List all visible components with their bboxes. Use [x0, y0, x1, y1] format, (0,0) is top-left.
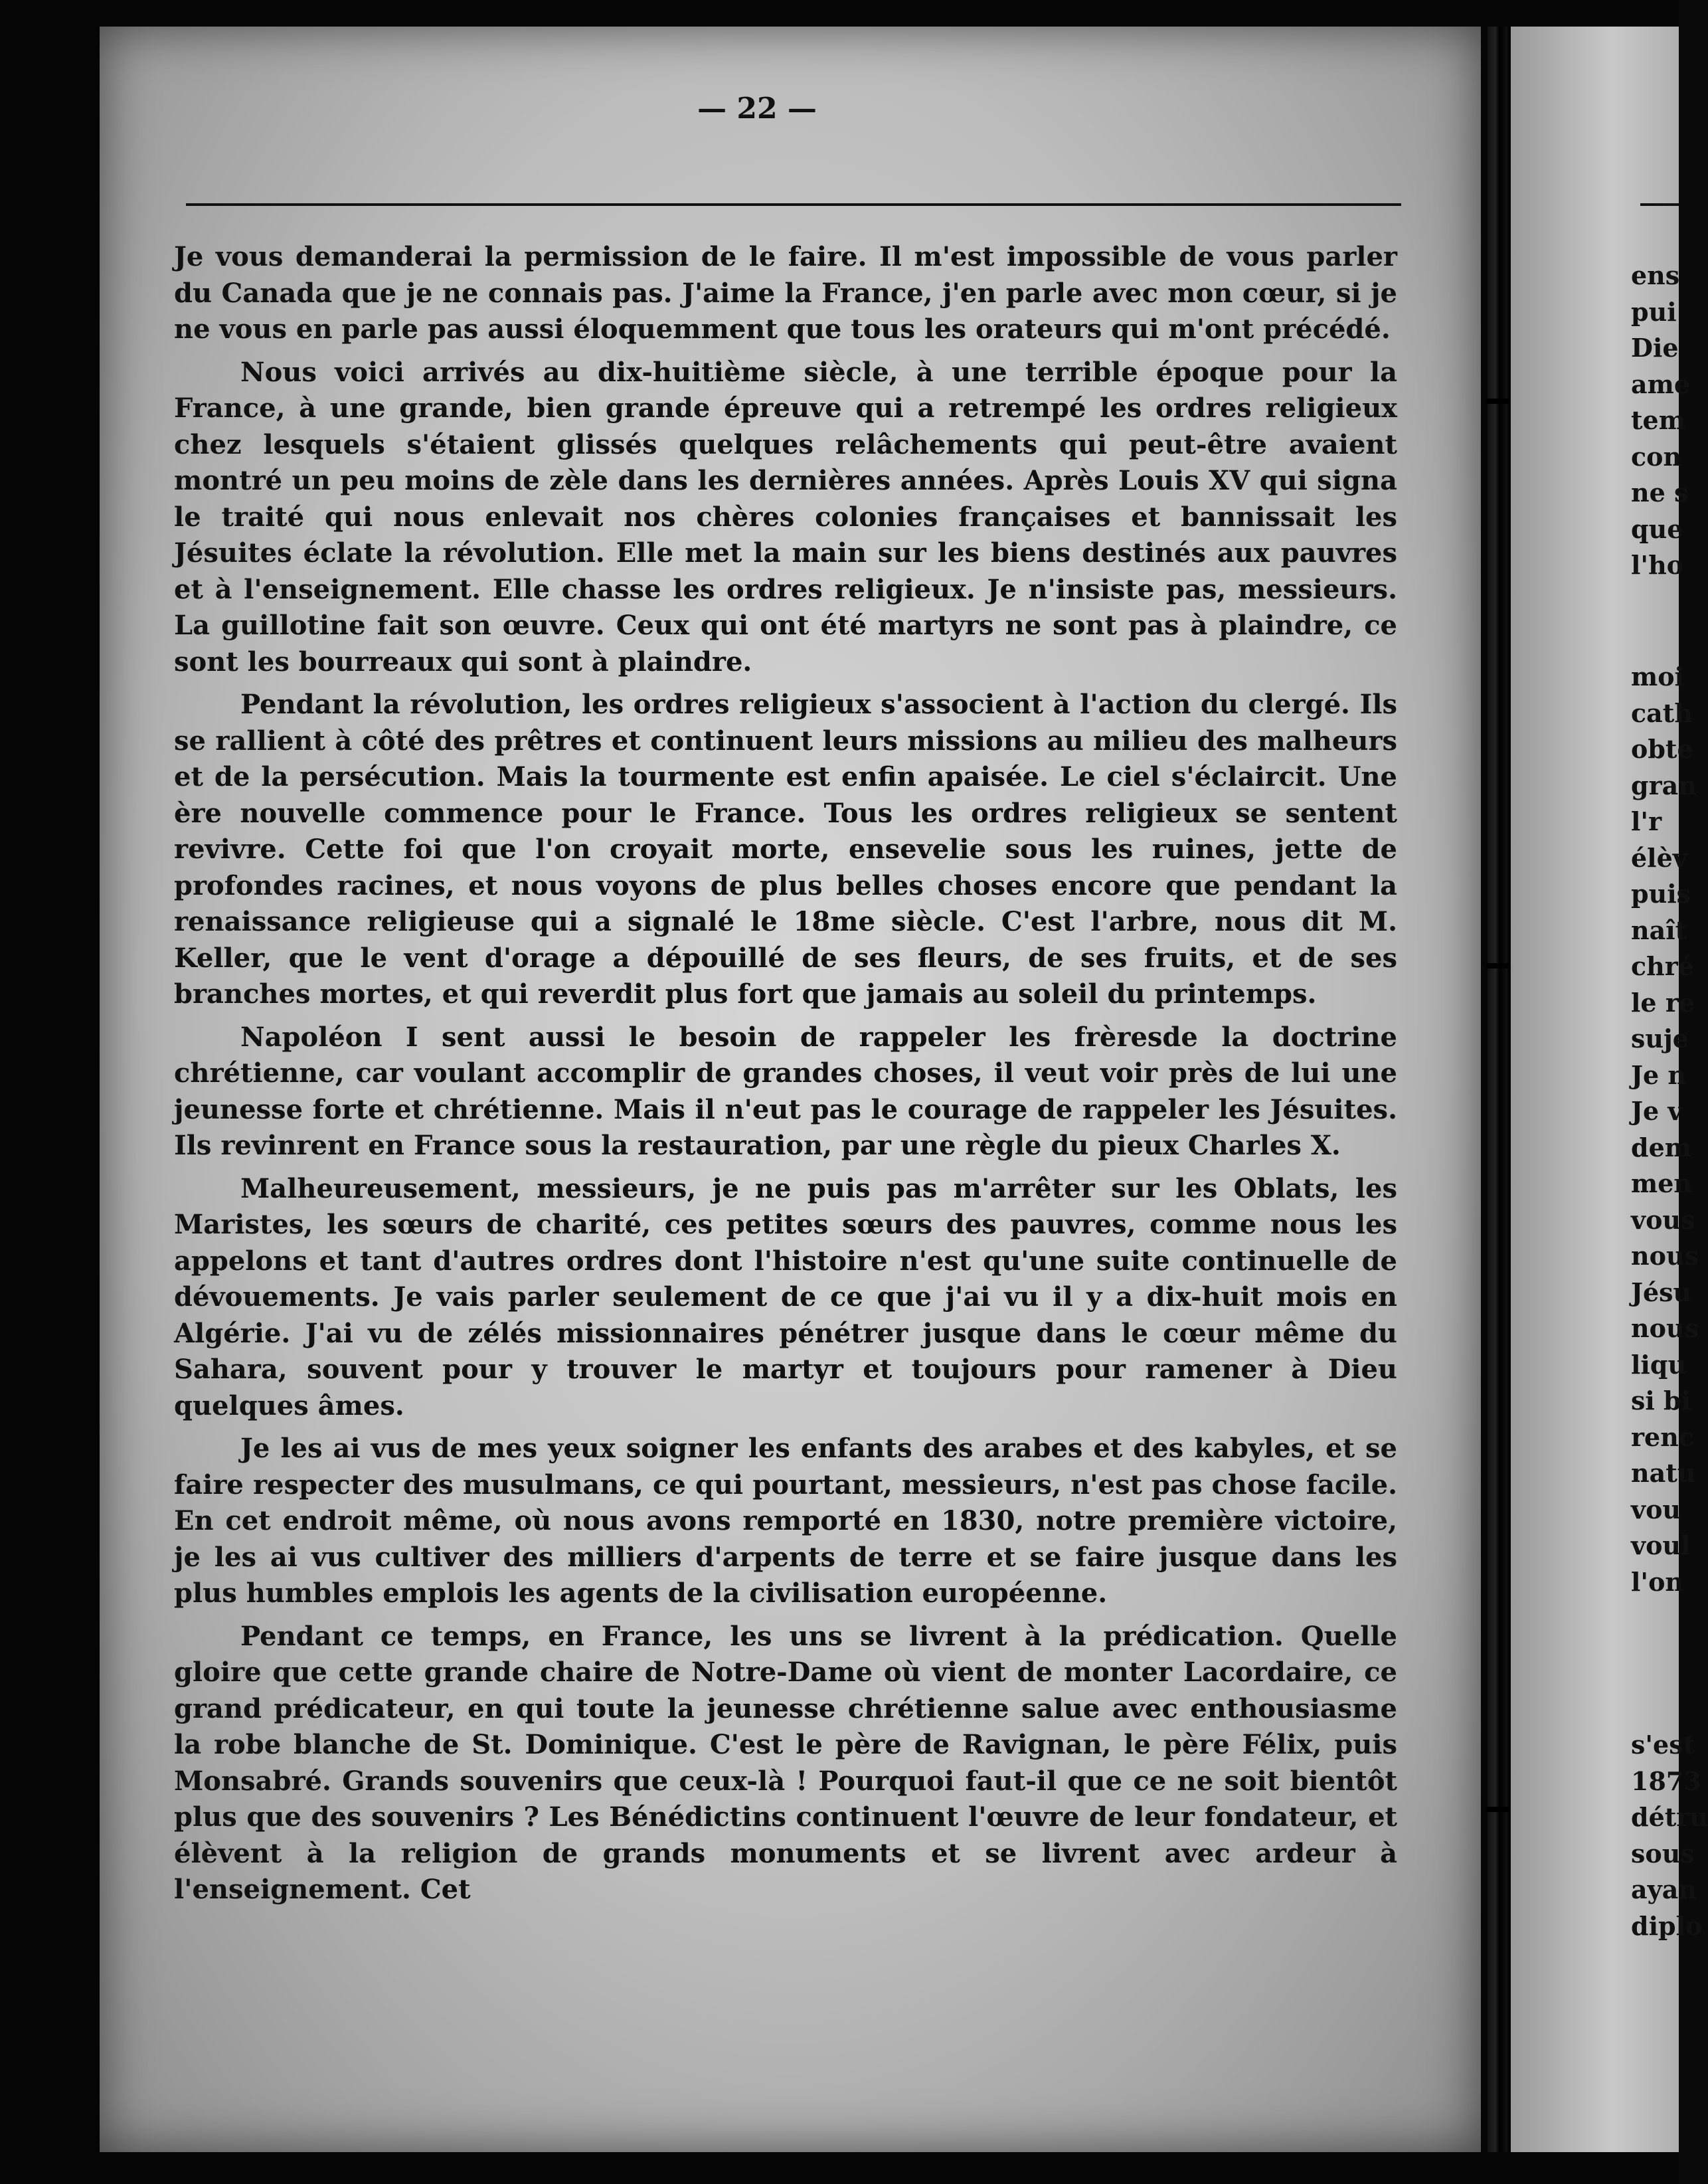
right-page-fragment: chré	[1631, 951, 1694, 981]
right-page-fragment: renc	[1631, 1421, 1694, 1452]
right-page-fragment: suje	[1631, 1024, 1689, 1053]
right-page-fragment: pui	[1631, 296, 1677, 327]
right-page-fragment: voul	[1631, 1530, 1691, 1560]
right-page-fragment: diplo	[1631, 1910, 1703, 1941]
paragraph-2: Nous voici arrivés au dix-huitième siècle, à une terrible époque pour la France, à une grande, bien grande épreuve qui a retrempé les ordres religieux chez lesquels s'étaient glissés quelques relâchements qui peut-être avaient montré un peu moins de zèle dans les dernières années. Après Louis XV qui signa le traité qui nous enlevait nos chères colonies françaises et bannissait les Jésuites éclate la révolution. Elle met la main sur les biens destinés aux pauvres et à l'enseignement. Elle chasse les ordres religieux. Je n'insiste pas, messieurs. La guillotine fait son œuvre. Ceux qui ont été martyrs ne sont pas à plaindre, ce sont les bourreaux qui sont à plaindre.	[174, 356, 1397, 678]
book-gutter	[1488, 27, 1507, 2165]
right-page-fragment: nous	[1631, 1241, 1699, 1271]
scan-bottom-edge	[0, 2152, 1679, 2184]
right-page-fragment: le re	[1631, 987, 1695, 1018]
right-page-fragment: naît	[1631, 915, 1687, 945]
right-page-fragment: puis	[1631, 879, 1691, 909]
right-page-fragment: nous	[1631, 1313, 1699, 1343]
gutter-binding-mark	[1486, 399, 1510, 404]
right-page-fragment: 1873	[1631, 1766, 1701, 1796]
right-page-fragment: s'est	[1631, 1730, 1695, 1760]
gutter-binding-mark	[1486, 1807, 1510, 1812]
right-page-fragment: sous	[1631, 1838, 1695, 1868]
right-page-fragment: tem	[1631, 405, 1685, 435]
right-page-fragment: vous	[1631, 1204, 1695, 1235]
right-page-fragment: détru	[1631, 1802, 1708, 1832]
paragraph-7: Pendant ce temps, en France, les uns se livrent à la prédication. Quelle gloire que cette grande chaire de Notre-Dame où vient de monter Lacordaire, ce grand prédicateur, en qui toute la jeunesse chrétienne salue avec enthousiasme la robe blanche de St. Dominique. C'est le père de Ravignan, le père Félix, puis Monsabré. Grands souvenirs que ceux-là ! Pourquoi faut-il que ce ne soit bientôt plus que des souvenirs ? Les Bénédictins continuent l'œuvre de leur fondateur, et élèvent à la religion de grands monuments et se livrent avec ardeur à l'enseignement. Cet	[174, 1620, 1397, 1905]
paragraph-1: Je vous demanderai la permission de le faire. Il m'est impossible de vous parler du Canada que je ne connais pas. J'aime la France, j'en parle avec mon cœur, si je ne vous en parle pas aussi éloquemment que tous les orateurs qui m'ont précédé.	[174, 241, 1397, 345]
paragraph-4: Napoléon I sent aussi le besoin de rappeler les frèresde la doctrine chrétienne, car voulant accomplir de grandes choses, il veut voir près de lui une jeunesse forte et chrétienne. Mais il n'eut pas le courage de rappeler les Jésuites. Ils revinrent en France sous la restauration, par une règle du pieux Charles X.	[174, 1021, 1397, 1161]
right-page-fragment: si bi	[1631, 1386, 1691, 1415]
right-page-fragment: gran	[1631, 770, 1697, 800]
right-page-fragment: Jésu	[1631, 1277, 1692, 1307]
right-page-fragment: moi	[1631, 662, 1684, 691]
right-page-fragment: natu	[1631, 1458, 1696, 1488]
right-page-fragment: l'ho	[1631, 550, 1684, 580]
right-header-rule	[1640, 203, 1679, 206]
right-page-fragment: que	[1631, 513, 1683, 544]
header-rule	[186, 203, 1401, 206]
right-page-fragment: con	[1631, 441, 1682, 472]
right-page-fragment: ame	[1631, 369, 1691, 399]
right-page-fragment: cath	[1631, 697, 1693, 728]
paragraph-5: Malheureusement, messieurs, je ne puis pas m'arrêter sur les Oblats, les Maristes, les sœurs de charité, ces petites sœurs des pauvres, comme nous les appelons et tant d'autres ordres dont l'histoire n'est qu'une suite continuelle de dévouements. Je vais parler seulement de ce que j'ai vu il y a dix-huit mois en Algérie. J'ai vu de zélés missionnaires pénétrer jusque dans le cœur même du Sahara, souvent pour y trouver le martyr et toujours pour ramener à Dieu quelques âmes.	[174, 1172, 1397, 1421]
right-page-fragment: élèv	[1631, 842, 1687, 873]
paragraph-6: Je les ai vus de mes yeux soigner les enfants des arabes et des kabyles, et se faire respecter des musulmans, ce qui pourtant, messieurs, n'est pas chose facile. En cet endroit même, où nous avons remporté en 1830, notre première victoire, je les ai vus cultiver des milliers d'arpents de terre et se faire jusque dans les plus humbles emplois les agents de la civilisation européenne.	[174, 1433, 1397, 1609]
right-page-fragment: ayan	[1631, 1874, 1697, 1904]
right-page-fragment: Je n	[1631, 1059, 1687, 1090]
right-page-fragment: l'on	[1631, 1566, 1684, 1597]
gutter-binding-mark	[1486, 963, 1510, 968]
right-page-fragment: ne s	[1631, 478, 1689, 507]
right-page-fragment: liqu	[1631, 1349, 1687, 1380]
right-page-fragment: dem	[1631, 1132, 1691, 1162]
right-page-fragment: Je v	[1631, 1096, 1683, 1126]
page-number: — 22 —	[697, 92, 817, 126]
right-page-fragment: men	[1631, 1168, 1693, 1198]
right-page-fragment: vou	[1631, 1494, 1681, 1524]
right-page-fragment: ens	[1631, 260, 1680, 290]
right-page-fragment: obte	[1631, 734, 1693, 764]
right-page-fragment: Die	[1631, 333, 1679, 363]
page-body	[174, 239, 1397, 1915]
paragraph-3: Pendant la révolution, les ordres religieux s'associent à l'action du clergé. Ils se rallient à côté des prêtres et continuent leurs missions au milieu des malheurs et de la persécution. Mais la tourmente est enfin apaisée. Le ciel s'éclaircit. Une ère nouvelle commence pour le France. Tous les ordres religieux se sentent revivre. Cette foi que l'on croyait morte, ensevelie sous les ruines, jette de profondes racines, et nous voyons de plus belles choses encore que pendant la renaissance religieuse qui a signalé le 18me siècle. C'est l'arbre, nous dit M. Keller, que le vent d'orage a dépouillé de ses fleurs, de ses fruits, et de ses branches mortes, et qui reverdit plus fort que jamais au soleil du printemps.	[174, 689, 1397, 1010]
right-page-fragment: l'r	[1631, 806, 1662, 836]
